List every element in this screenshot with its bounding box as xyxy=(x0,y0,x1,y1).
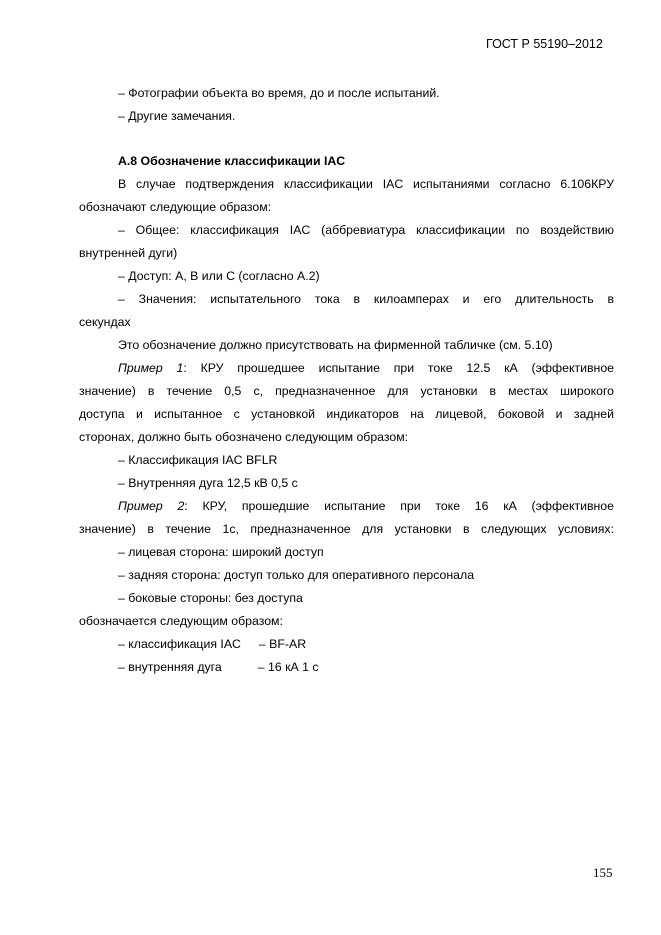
paragraph-line: Это обозначение должно присутствовать на фирменной табличке (см. 5.10) xyxy=(118,338,553,352)
list-item: – Общее: классификация IAC (аббревиатура классификации по воздействию xyxy=(118,223,614,237)
paragraph-line: обозначают следующие образом: xyxy=(79,200,272,214)
list-item: – Доступ: А, В или С (согласно А.2) xyxy=(118,269,320,283)
page-number: 155 xyxy=(593,865,613,880)
example-label: Пример 2 xyxy=(118,499,185,513)
paragraph-line: В случае подтверждения классификации IAC испытаниями согласно 6.106КРУ xyxy=(118,177,614,191)
list-item: – Значения: испытательного тока в килоамперах и его длительность в xyxy=(118,292,614,306)
list-item: – боковые стороны: без доступа xyxy=(118,591,303,605)
example-text: : КРУ, прошедшие испытание при токе 16 кА (эффективное xyxy=(184,499,614,513)
list-item xyxy=(118,636,306,652)
list-item: – задняя сторона: доступ только для оперативного персонала xyxy=(118,568,475,582)
example-label: Пример 1 xyxy=(118,361,184,375)
paragraph-line: значение) в течение 1с, предназначенное для установки в следующих условиях: xyxy=(79,522,614,536)
document-header: ГОСТ Р 55190–2012 xyxy=(486,37,603,51)
list-item: – Фотографии объекта во время, до и после испытаний. xyxy=(118,86,440,100)
list-item xyxy=(118,659,319,675)
paragraph-line: сторонах, должно быть обозначено следующим образом: xyxy=(79,430,409,444)
example-text: : КРУ прошедшее испытание при токе 12.5 кА (эффективное xyxy=(183,361,614,375)
list-item: – Другие замечания. xyxy=(118,109,236,123)
paragraph-line: значение) в течение 0,5 с, предназначенное для установки в местах широкого xyxy=(79,384,614,398)
example-line xyxy=(118,360,614,376)
list-item: – Внутренняя дуга 12,5 кВ 0,5 с xyxy=(118,476,298,490)
list-item: – Классификация IAC BFLR xyxy=(118,453,278,467)
paragraph-line: секундах xyxy=(79,315,131,329)
section-title: А.8 Обозначение классификации IAC xyxy=(118,154,346,168)
paragraph-line: внутренней дуги) xyxy=(79,246,178,260)
paragraph-line: обозначается следующим образом: xyxy=(79,614,283,628)
designation-value: – BF-AR xyxy=(258,637,307,651)
designation-value: – 16 кА 1 с xyxy=(257,660,319,674)
designation-label: – внутренняя дуга xyxy=(118,660,222,674)
paragraph-line: доступа и испытанное с установкой индикаторов на лицевой, боковой и задней xyxy=(79,407,614,421)
example-line xyxy=(118,498,614,514)
designation-label: – классификация IAC xyxy=(118,637,241,651)
list-item: – лицевая сторона: широкий доступ xyxy=(118,545,324,559)
